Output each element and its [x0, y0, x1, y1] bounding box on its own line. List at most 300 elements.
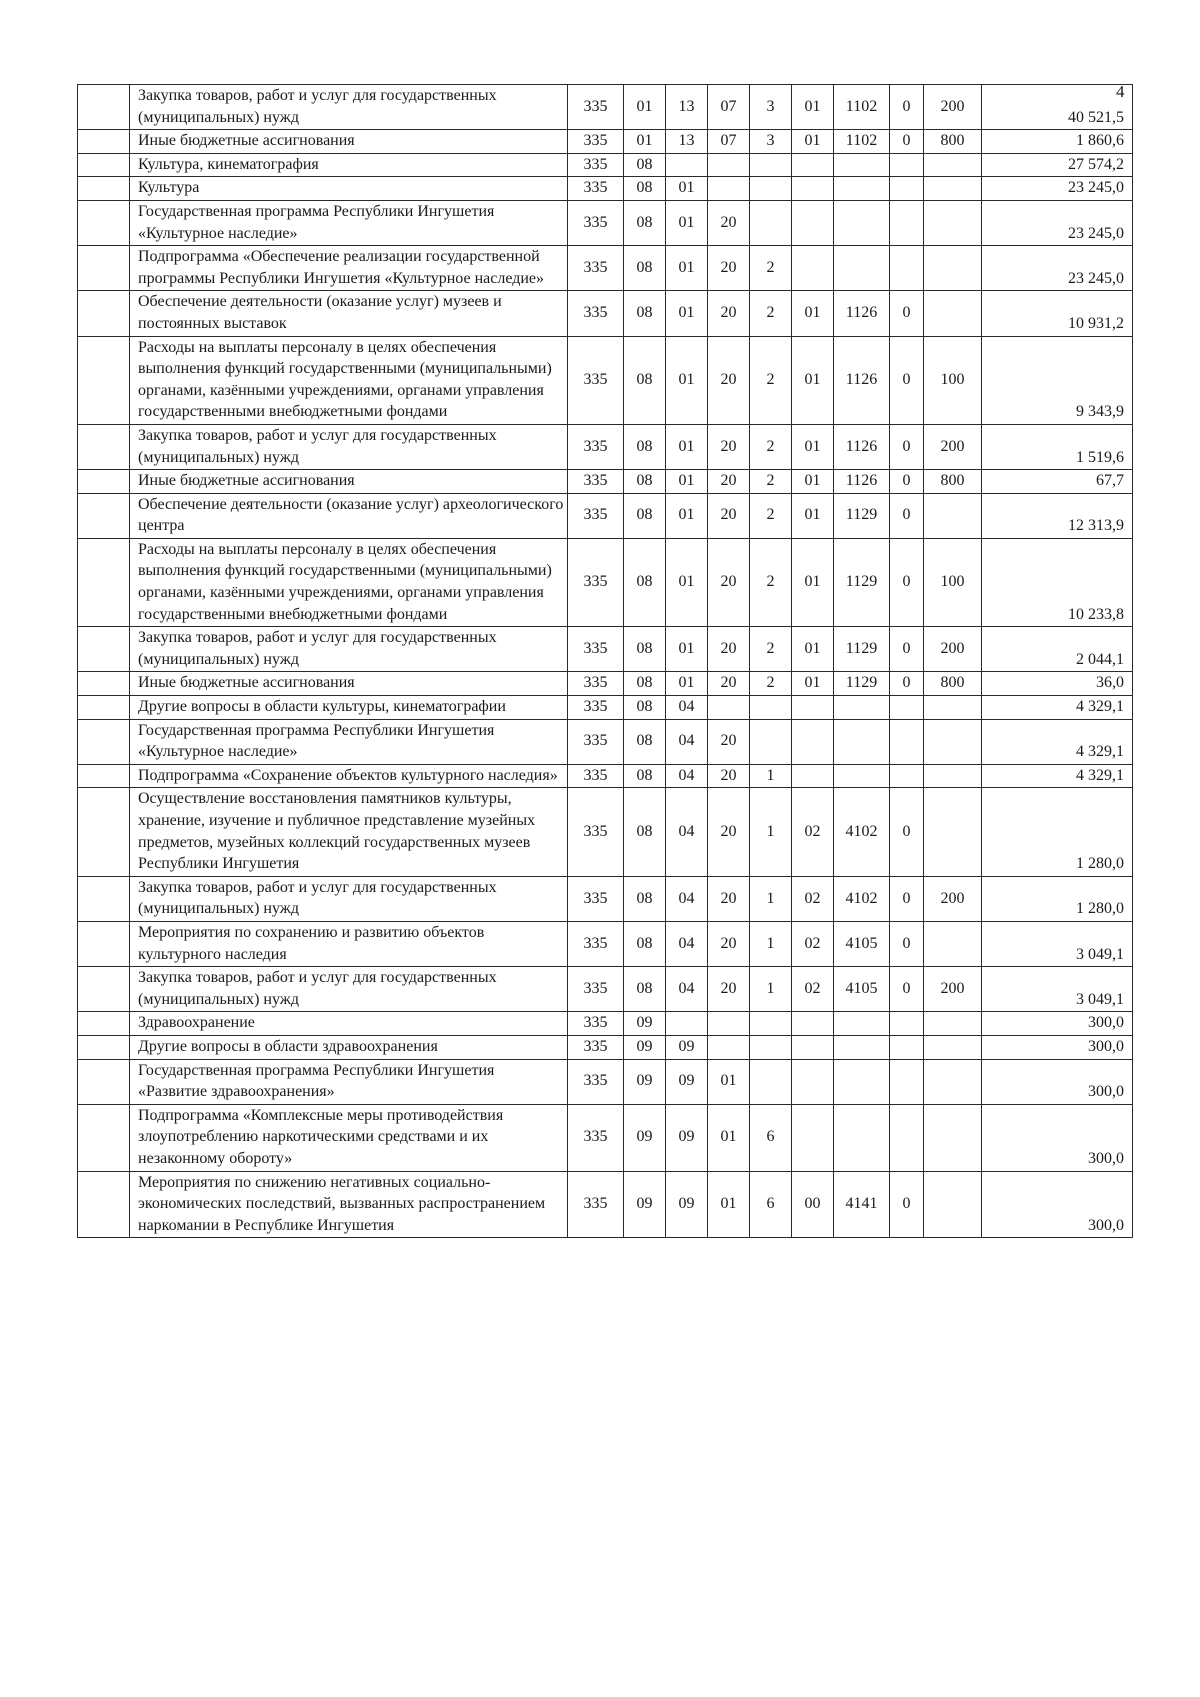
row-code-cell: 335: [568, 1012, 624, 1036]
row-name-cell: Культура, кинематография: [130, 153, 568, 177]
row-code-cell: [924, 1012, 982, 1036]
row-index-cell: [78, 967, 130, 1012]
row-index-cell: [78, 1012, 130, 1036]
budget-table: [77, 84, 1133, 1238]
row-name-cell: Здравоохранение: [130, 1012, 568, 1036]
row-code-cell: [750, 696, 792, 720]
row-index-cell: [78, 85, 130, 130]
row-amount-cell: 2 044,1: [982, 627, 1133, 672]
row-code-cell: 01: [666, 336, 708, 424]
row-code-cell: [708, 153, 750, 177]
row-amount-cell: 9 343,9: [982, 336, 1133, 424]
row-code-cell: 08: [624, 470, 666, 494]
row-index-cell: [78, 493, 130, 538]
row-code-cell: 200: [924, 627, 982, 672]
row-code-cell: 09: [624, 1171, 666, 1238]
row-code-cell: 04: [666, 967, 708, 1012]
row-index-cell: [78, 1059, 130, 1104]
table-row: [78, 967, 1133, 1012]
row-code-cell: [750, 719, 792, 764]
row-code-cell: [890, 200, 924, 245]
row-code-cell: 6: [750, 1104, 792, 1171]
row-code-cell: 01: [666, 672, 708, 696]
row-name-cell: Закупка товаров, работ и услуг для государственных (муниципальных) нужд: [130, 876, 568, 921]
row-code-cell: 1: [750, 788, 792, 876]
row-code-cell: 09: [624, 1104, 666, 1171]
row-code-cell: 20: [708, 246, 750, 291]
row-code-cell: [834, 1012, 890, 1036]
row-code-cell: 20: [708, 788, 750, 876]
row-code-cell: 01: [666, 627, 708, 672]
row-code-cell: 01: [666, 246, 708, 291]
row-code-cell: 2: [750, 424, 792, 469]
row-amount-cell: 12 313,9: [982, 493, 1133, 538]
row-code-cell: 4102: [834, 788, 890, 876]
row-code-cell: [792, 764, 834, 788]
table-row: [78, 336, 1133, 424]
row-code-cell: 0: [890, 336, 924, 424]
row-code-cell: [792, 153, 834, 177]
row-amount-cell: 4 329,1: [982, 764, 1133, 788]
row-amount-cell: 300,0: [982, 1059, 1133, 1104]
table-row: [78, 1171, 1133, 1238]
row-code-cell: [924, 153, 982, 177]
row-index-cell: [78, 921, 130, 966]
row-code-cell: [792, 719, 834, 764]
row-code-cell: [792, 1012, 834, 1036]
row-code-cell: 335: [568, 764, 624, 788]
row-code-cell: 02: [792, 967, 834, 1012]
row-amount-cell: 36,0: [982, 672, 1133, 696]
row-code-cell: 2: [750, 672, 792, 696]
row-amount-cell: 1 280,0: [982, 788, 1133, 876]
row-code-cell: 01: [666, 291, 708, 336]
row-code-cell: 04: [666, 876, 708, 921]
row-code-cell: 1126: [834, 291, 890, 336]
row-name-cell: Подпрограмма «Комплексные меры противодействия злоупотреблению наркотическими средствами и их незаконному обороту»: [130, 1104, 568, 1171]
row-code-cell: [890, 719, 924, 764]
row-code-cell: 07: [708, 130, 750, 154]
table-body: [78, 85, 1133, 1238]
row-code-cell: 2: [750, 291, 792, 336]
row-code-cell: 02: [792, 876, 834, 921]
row-code-cell: [792, 1059, 834, 1104]
row-code-cell: [890, 1035, 924, 1059]
row-code-cell: 01: [624, 85, 666, 130]
row-code-cell: 04: [666, 719, 708, 764]
row-code-cell: 20: [708, 200, 750, 245]
row-code-cell: [708, 696, 750, 720]
row-code-cell: 200: [924, 424, 982, 469]
row-code-cell: [924, 177, 982, 201]
row-amount-cell: 23 245,0: [982, 246, 1133, 291]
row-code-cell: 335: [568, 246, 624, 291]
row-code-cell: 335: [568, 153, 624, 177]
row-code-cell: 335: [568, 1104, 624, 1171]
row-code-cell: 20: [708, 967, 750, 1012]
row-amount-cell: 27 574,2: [982, 153, 1133, 177]
row-code-cell: [708, 1012, 750, 1036]
row-code-cell: [834, 200, 890, 245]
row-code-cell: [890, 1012, 924, 1036]
row-code-cell: 0: [890, 493, 924, 538]
row-code-cell: 20: [708, 876, 750, 921]
row-code-cell: [834, 177, 890, 201]
row-code-cell: 04: [666, 764, 708, 788]
row-code-cell: 1126: [834, 470, 890, 494]
row-name-cell: Иные бюджетные ассигнования: [130, 672, 568, 696]
row-code-cell: 08: [624, 291, 666, 336]
row-code-cell: 1129: [834, 493, 890, 538]
row-code-cell: 09: [666, 1059, 708, 1104]
row-code-cell: 100: [924, 336, 982, 424]
row-code-cell: 04: [666, 696, 708, 720]
row-code-cell: 09: [666, 1104, 708, 1171]
row-code-cell: [792, 1104, 834, 1171]
row-code-cell: 01: [708, 1059, 750, 1104]
table-row: [78, 1104, 1133, 1171]
row-name-cell: Культура: [130, 177, 568, 201]
row-amount-cell: 300,0: [982, 1104, 1133, 1171]
row-code-cell: 08: [624, 177, 666, 201]
row-code-cell: 0: [890, 967, 924, 1012]
row-code-cell: [924, 200, 982, 245]
table-row: [78, 200, 1133, 245]
row-code-cell: [834, 764, 890, 788]
row-code-cell: 335: [568, 876, 624, 921]
row-amount-cell: 3 049,1: [982, 921, 1133, 966]
row-code-cell: [834, 719, 890, 764]
row-code-cell: [924, 246, 982, 291]
row-code-cell: 1129: [834, 538, 890, 626]
row-index-cell: [78, 200, 130, 245]
row-name-cell: Подпрограмма «Сохранение объектов культурного наследия»: [130, 764, 568, 788]
row-code-cell: 0: [890, 538, 924, 626]
row-name-cell: Государственная программа Республики Ингушетия «Культурное наследие»: [130, 200, 568, 245]
row-index-cell: [78, 336, 130, 424]
row-code-cell: 13: [666, 85, 708, 130]
row-amount-cell: 23 245,0: [982, 177, 1133, 201]
row-code-cell: 335: [568, 538, 624, 626]
row-code-cell: [834, 1059, 890, 1104]
row-code-cell: 100: [924, 538, 982, 626]
row-name-cell: Мероприятия по сохранению и развитию объектов культурного наследия: [130, 921, 568, 966]
row-code-cell: 0: [890, 130, 924, 154]
row-code-cell: 01: [666, 538, 708, 626]
row-code-cell: 08: [624, 764, 666, 788]
row-code-cell: 2: [750, 470, 792, 494]
row-code-cell: [834, 1035, 890, 1059]
row-code-cell: 07: [708, 85, 750, 130]
row-code-cell: [890, 1059, 924, 1104]
row-code-cell: 0: [890, 85, 924, 130]
row-code-cell: 1: [750, 967, 792, 1012]
row-code-cell: 800: [924, 130, 982, 154]
table-row: [78, 672, 1133, 696]
row-amount-cell: 1 280,0: [982, 876, 1133, 921]
table-row: [78, 696, 1133, 720]
row-code-cell: 13: [666, 130, 708, 154]
row-code-cell: 08: [624, 538, 666, 626]
row-code-cell: 01: [792, 493, 834, 538]
table-row: [78, 130, 1133, 154]
table-row: [78, 177, 1133, 201]
row-amount-cell: 3 049,1: [982, 967, 1133, 1012]
row-code-cell: 1: [750, 764, 792, 788]
row-code-cell: 335: [568, 424, 624, 469]
row-code-cell: 2: [750, 336, 792, 424]
row-code-cell: 3: [750, 85, 792, 130]
row-name-cell: Закупка товаров, работ и услуг для государственных (муниципальных) нужд: [130, 627, 568, 672]
row-code-cell: 1126: [834, 424, 890, 469]
row-code-cell: 0: [890, 291, 924, 336]
row-index-cell: [78, 424, 130, 469]
row-code-cell: [890, 177, 924, 201]
row-code-cell: 335: [568, 967, 624, 1012]
row-name-cell: Подпрограмма «Обеспечение реализации государственной программы Республики Ингушетия «Культурное наследие»: [130, 246, 568, 291]
row-index-cell: [78, 1171, 130, 1238]
row-index-cell: [78, 672, 130, 696]
table-row: [78, 1059, 1133, 1104]
row-code-cell: 335: [568, 291, 624, 336]
row-code-cell: 335: [568, 336, 624, 424]
table-row: [78, 291, 1133, 336]
row-amount-cell: 4 329,1: [982, 719, 1133, 764]
table-row: [78, 1012, 1133, 1036]
row-name-cell: Мероприятия по снижению негативных социально-экономических последствий, вызванных распространением наркомании в Республике Ингушетия: [130, 1171, 568, 1238]
row-code-cell: 4105: [834, 967, 890, 1012]
row-name-cell: Иные бюджетные ассигнования: [130, 470, 568, 494]
row-code-cell: 01: [792, 538, 834, 626]
row-name-cell: Закупка товаров, работ и услуг для государственных (муниципальных) нужд: [130, 967, 568, 1012]
row-code-cell: 4105: [834, 921, 890, 966]
row-index-cell: [78, 177, 130, 201]
row-amount-cell: 10 233,8: [982, 538, 1133, 626]
row-code-cell: 20: [708, 672, 750, 696]
row-code-cell: 335: [568, 696, 624, 720]
row-code-cell: [924, 696, 982, 720]
row-code-cell: 335: [568, 672, 624, 696]
row-code-cell: 200: [924, 967, 982, 1012]
row-index-cell: [78, 470, 130, 494]
row-amount-cell: 300,0: [982, 1035, 1133, 1059]
row-code-cell: 335: [568, 130, 624, 154]
table-row: [78, 153, 1133, 177]
row-code-cell: 01: [666, 424, 708, 469]
row-code-cell: [890, 246, 924, 291]
row-amount-cell: 300,0: [982, 1012, 1133, 1036]
row-code-cell: 0: [890, 672, 924, 696]
row-code-cell: 335: [568, 788, 624, 876]
row-code-cell: [792, 246, 834, 291]
row-code-cell: 1126: [834, 336, 890, 424]
row-code-cell: 800: [924, 672, 982, 696]
row-code-cell: 01: [666, 200, 708, 245]
row-code-cell: 08: [624, 627, 666, 672]
row-index-cell: [78, 788, 130, 876]
row-code-cell: 1129: [834, 627, 890, 672]
row-code-cell: 0: [890, 876, 924, 921]
row-amount-cell: 23 245,0: [982, 200, 1133, 245]
row-code-cell: 01: [624, 130, 666, 154]
row-code-cell: 02: [792, 921, 834, 966]
row-amount-cell: 10 931,2: [982, 291, 1133, 336]
row-code-cell: 335: [568, 1035, 624, 1059]
row-code-cell: [834, 246, 890, 291]
row-name-cell: Закупка товаров, работ и услуг для государственных (муниципальных) нужд: [130, 85, 568, 130]
row-code-cell: 6: [750, 1171, 792, 1238]
row-code-cell: 335: [568, 85, 624, 130]
row-code-cell: [750, 1012, 792, 1036]
table-row: [78, 85, 1133, 130]
row-index-cell: [78, 1104, 130, 1171]
row-code-cell: 08: [624, 336, 666, 424]
row-code-cell: 335: [568, 200, 624, 245]
row-code-cell: [792, 696, 834, 720]
row-code-cell: 20: [708, 538, 750, 626]
row-code-cell: 20: [708, 764, 750, 788]
row-code-cell: [792, 177, 834, 201]
row-code-cell: 01: [666, 177, 708, 201]
row-code-cell: [924, 1171, 982, 1238]
row-code-cell: [750, 153, 792, 177]
row-code-cell: 08: [624, 696, 666, 720]
row-code-cell: 4141: [834, 1171, 890, 1238]
row-code-cell: 09: [624, 1059, 666, 1104]
row-index-cell: [78, 291, 130, 336]
row-code-cell: 08: [624, 493, 666, 538]
row-code-cell: 20: [708, 493, 750, 538]
row-index-cell: [78, 1035, 130, 1059]
row-code-cell: 0: [890, 1171, 924, 1238]
row-code-cell: 08: [624, 876, 666, 921]
row-code-cell: [924, 788, 982, 876]
row-name-cell: Закупка товаров, работ и услуг для государственных (муниципальных) нужд: [130, 424, 568, 469]
row-code-cell: 0: [890, 424, 924, 469]
row-code-cell: 09: [666, 1171, 708, 1238]
row-amount-cell: 1 860,6: [982, 130, 1133, 154]
row-code-cell: 1102: [834, 130, 890, 154]
table-row: [78, 876, 1133, 921]
row-index-cell: [78, 130, 130, 154]
row-index-cell: [78, 153, 130, 177]
row-code-cell: 1129: [834, 672, 890, 696]
row-code-cell: 0: [890, 470, 924, 494]
table-row: [78, 470, 1133, 494]
row-code-cell: 20: [708, 719, 750, 764]
row-code-cell: 08: [624, 921, 666, 966]
row-code-cell: 2: [750, 627, 792, 672]
row-code-cell: 01: [792, 85, 834, 130]
row-name-cell: Другие вопросы в области здравоохранения: [130, 1035, 568, 1059]
row-code-cell: [708, 177, 750, 201]
row-code-cell: 01: [792, 291, 834, 336]
row-code-cell: [924, 921, 982, 966]
row-code-cell: 800: [924, 470, 982, 494]
row-code-cell: 3: [750, 130, 792, 154]
table-row: [78, 764, 1133, 788]
row-amount-cell: 300,0: [982, 1171, 1133, 1238]
row-code-cell: 01: [792, 424, 834, 469]
row-index-cell: [78, 764, 130, 788]
row-code-cell: 09: [624, 1035, 666, 1059]
table-row: [78, 627, 1133, 672]
row-name-cell: Другие вопросы в области культуры, кинематографии: [130, 696, 568, 720]
row-code-cell: [792, 200, 834, 245]
row-code-cell: [750, 1059, 792, 1104]
row-code-cell: 4102: [834, 876, 890, 921]
row-code-cell: 08: [624, 788, 666, 876]
row-code-cell: [708, 1035, 750, 1059]
row-code-cell: 01: [792, 336, 834, 424]
row-code-cell: [890, 153, 924, 177]
row-name-cell: Иные бюджетные ассигнования: [130, 130, 568, 154]
row-code-cell: 20: [708, 424, 750, 469]
row-code-cell: [924, 719, 982, 764]
row-code-cell: 09: [624, 1012, 666, 1036]
table-row: [78, 788, 1133, 876]
row-code-cell: 01: [792, 470, 834, 494]
row-code-cell: [924, 1104, 982, 1171]
table-row: [78, 424, 1133, 469]
row-code-cell: 335: [568, 493, 624, 538]
row-code-cell: 20: [708, 336, 750, 424]
row-code-cell: 335: [568, 1059, 624, 1104]
row-name-cell: Государственная программа Республики Ингушетия «Культурное наследие»: [130, 719, 568, 764]
row-code-cell: 08: [624, 719, 666, 764]
row-code-cell: 08: [624, 153, 666, 177]
row-index-cell: [78, 246, 130, 291]
row-code-cell: [666, 153, 708, 177]
row-code-cell: 04: [666, 788, 708, 876]
row-name-cell: Обеспечение деятельности (оказание услуг) музеев и постоянных выставок: [130, 291, 568, 336]
row-code-cell: [924, 1035, 982, 1059]
row-code-cell: [750, 177, 792, 201]
row-code-cell: [834, 1104, 890, 1171]
row-code-cell: 02: [792, 788, 834, 876]
row-code-cell: [792, 1035, 834, 1059]
row-code-cell: 08: [624, 967, 666, 1012]
row-code-cell: [666, 1012, 708, 1036]
row-code-cell: 2: [750, 493, 792, 538]
row-name-cell: Государственная программа Республики Ингушетия «Развитие здравоохранения»: [130, 1059, 568, 1104]
row-code-cell: [890, 764, 924, 788]
row-code-cell: 01: [792, 672, 834, 696]
row-code-cell: 01: [708, 1104, 750, 1171]
row-code-cell: 01: [792, 627, 834, 672]
row-code-cell: 335: [568, 719, 624, 764]
row-code-cell: 08: [624, 672, 666, 696]
row-code-cell: 1: [750, 921, 792, 966]
row-code-cell: 20: [708, 921, 750, 966]
row-name-cell: Расходы на выплаты персоналу в целях обеспечения выполнения функций государственными (муниципальными) органами, казёнными учреждениями, органами управления государственными внебюджетными фондами: [130, 538, 568, 626]
row-code-cell: [750, 1035, 792, 1059]
row-code-cell: 0: [890, 788, 924, 876]
row-name-cell: Обеспечение деятельности (оказание услуг) археологического центра: [130, 493, 568, 538]
row-code-cell: 01: [666, 470, 708, 494]
row-code-cell: 01: [666, 493, 708, 538]
row-code-cell: 1: [750, 876, 792, 921]
row-amount-cell: 67,7: [982, 470, 1133, 494]
row-name-cell: Осуществление восстановления памятников культуры, хранение, изучение и публичное представление музейных предметов, музейных коллекций государственных музеев Республики Ингушетия: [130, 788, 568, 876]
row-code-cell: 200: [924, 85, 982, 130]
row-code-cell: [924, 764, 982, 788]
row-code-cell: 08: [624, 200, 666, 245]
row-code-cell: 2: [750, 538, 792, 626]
table-row: [78, 246, 1133, 291]
row-code-cell: 20: [708, 627, 750, 672]
row-code-cell: 09: [666, 1035, 708, 1059]
